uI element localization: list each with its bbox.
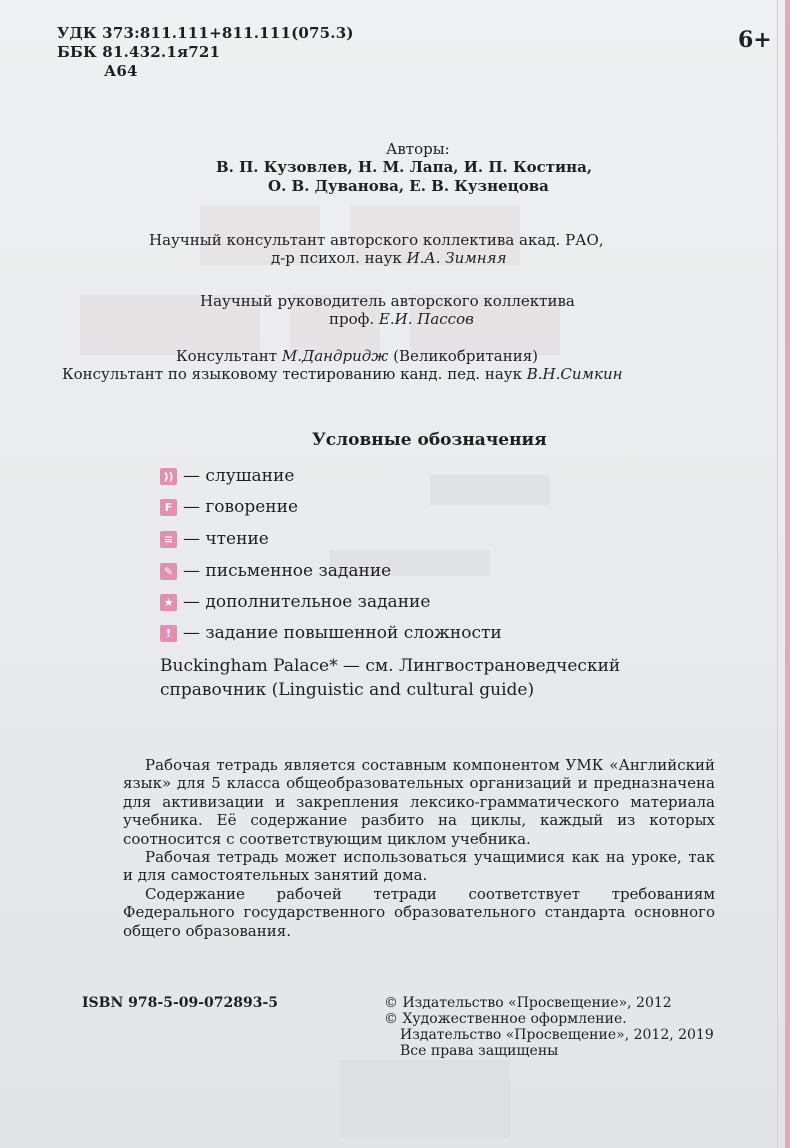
legend-item [160, 496, 298, 518]
legend-item [160, 622, 502, 644]
legend-note-line-2: справочник (Linguistic and cultural guide) [160, 680, 535, 700]
legend-item [160, 560, 391, 582]
description-block [123, 756, 715, 940]
star-icon: ★ [160, 594, 177, 611]
author-mark: А64 [104, 62, 138, 80]
consultant-line [176, 347, 538, 365]
testing-consultant-line [62, 365, 622, 383]
authors-line-1: В. П. Кузовлев, Н. М. Лапа, И. П. Костина, [216, 158, 593, 176]
leader-degree-text: проф. [329, 310, 375, 328]
scientific-consultant-line: Научный консультант авторского коллектива акад. РАО, [149, 231, 604, 249]
description-paragraph-2: Рабочая тетрадь может использоваться учащимися как на уроке, так и для самостоятельных занятий дома. [123, 848, 715, 885]
legend-item-label: — слушание [183, 466, 295, 486]
scientific-consultant-degree [271, 249, 507, 267]
isbn: ISBN 978-5-09-072893-5 [82, 995, 279, 1011]
testing-name-simkin: В.Н.Симкин [526, 365, 623, 383]
legend-note-line-1: Buckingham Palace* — см. Лингвострановедческий [160, 656, 621, 676]
consultant-suffix: (Великобритания) [393, 347, 539, 365]
authors-label: Авторы: [386, 140, 450, 158]
speech-icon: F [160, 499, 177, 516]
show-through-publisher [340, 1060, 510, 1138]
authors-line-2: О. В. Дуванова, Е. В. Кузнецова [268, 177, 549, 195]
legend-item-label: — задание повышенной сложности [183, 623, 502, 643]
legend-item-label: — чтение [183, 529, 269, 549]
udk-code: УДК 373:811.111+811.111(075.3) [57, 24, 354, 42]
testing-prefix: Консультант по языковому тестированию канд. пед. наук [62, 365, 522, 383]
scientific-leader-line: Научный руководитель авторского коллектива [200, 292, 575, 310]
reading-icon: ≡ [160, 531, 177, 548]
consultant-prefix: Консультант [176, 347, 278, 365]
description-paragraph-3: Содержание рабочей тетради соответствует требованиям Федерального государственного образовательного стандарта основного общего образования. [123, 884, 715, 940]
copyright-design-publisher: Издательство «Просвещение», 2012, 2019 [400, 1027, 714, 1043]
age-rating: 6+ [738, 27, 772, 53]
page-edge-line [777, 0, 778, 1148]
legend-item [160, 528, 269, 550]
legend-item-label: — дополнительное задание [183, 592, 431, 612]
scientific-leader-degree [329, 310, 474, 328]
exclamation-icon: ! [160, 625, 177, 642]
bbk-code: ББК 81.432.1я721 [57, 43, 221, 61]
legend-item [160, 591, 430, 613]
copyright-publisher: © Издательство «Просвещение», 2012 [384, 995, 672, 1011]
description-paragraph-1: Рабочая тетрадь является составным компонентом УМК «Английский язык» для 5 класса общеобразовательных организаций и предназначена для активизации и закрепления лексико-грамматического материала учебника. Её содержание разбито на циклы, каждый из которых соотносится с соответствующим циклом учебника. [123, 756, 715, 848]
legend-item-label: — говорение [183, 497, 299, 517]
degree-text: д-р психол. наук [271, 249, 402, 267]
leader-name-passov: Е.И. Пассов [378, 310, 474, 328]
sound-icon: )) [160, 468, 177, 485]
page-edge-color-strip [785, 0, 790, 1148]
consultant-name-zimnyaya: И.А. Зимняя [406, 249, 507, 267]
rights-reserved: Все права защищены [400, 1043, 559, 1059]
consultant-name-dandridge: М.Дандридж [281, 347, 389, 365]
legend-item-label: — письменное задание [183, 561, 392, 581]
legend-item [160, 465, 294, 487]
writing-icon: ✎ [160, 563, 177, 580]
copyright-design: © Художественное оформление. [384, 1011, 627, 1027]
legend-title: Условные обозначения [312, 430, 547, 450]
show-through-workbook [430, 475, 550, 505]
